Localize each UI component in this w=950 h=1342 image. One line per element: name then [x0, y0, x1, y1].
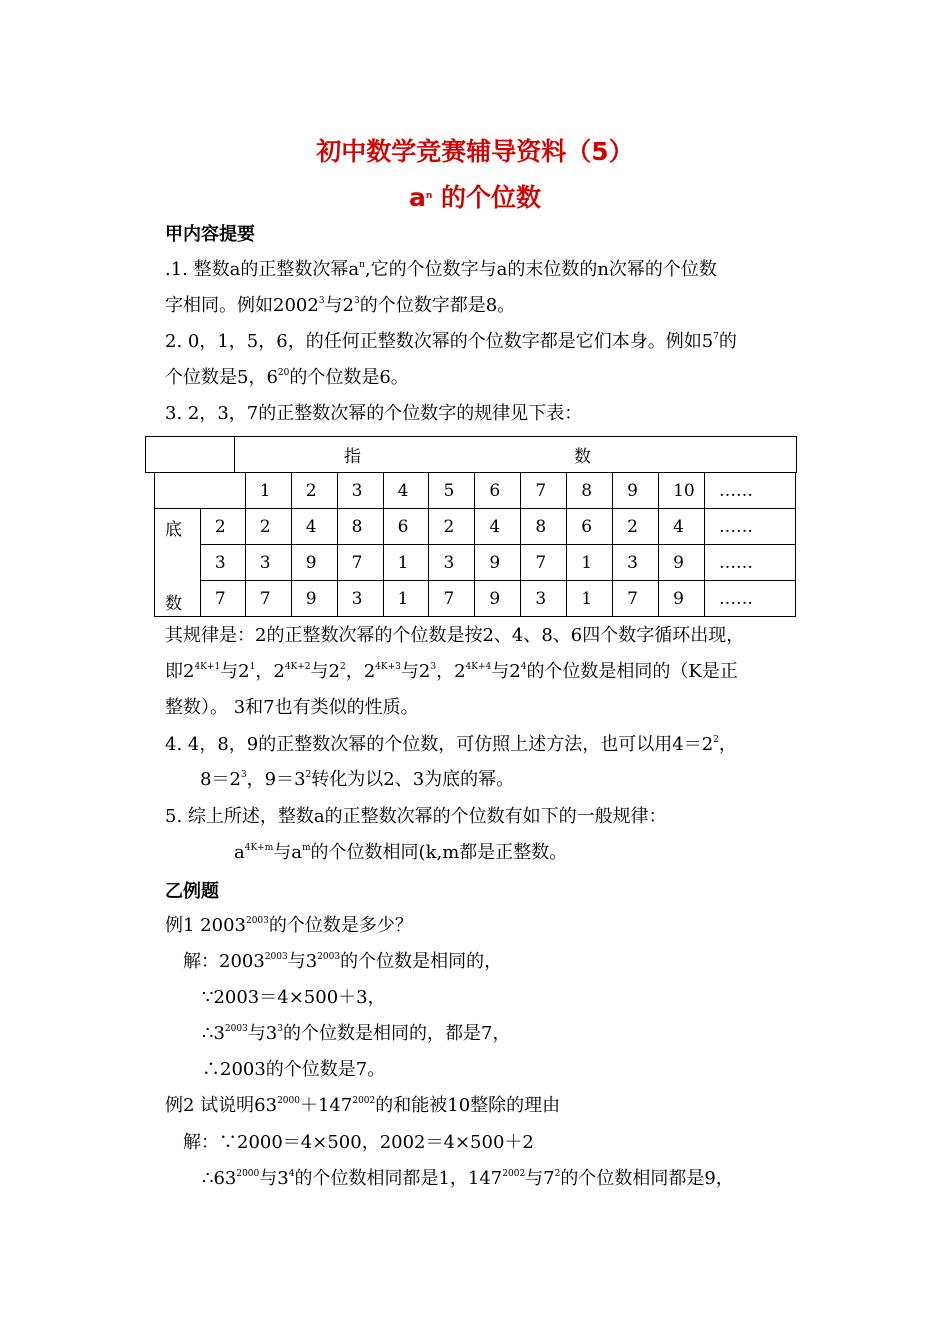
- digit-cell: 9: [659, 545, 705, 581]
- digit-cell: 7: [337, 545, 383, 581]
- digit-cell: 2: [245, 509, 291, 545]
- exponent-cell: 2: [291, 473, 337, 509]
- general-rule-formula: $a^{4K+m}$与$a^m$的个位数相同(k,m都是正整数。: [234, 842, 568, 863]
- digit-cell: 3: [245, 545, 291, 581]
- example-1-solution-3: $\therefore 3^{2003}$与$3^3$的个位数是相同的，都是7，: [202, 1023, 511, 1044]
- base-label-2: 数: [165, 594, 182, 614]
- exponent-cell: 6: [475, 473, 521, 509]
- section-heading-b: 乙例题: [165, 881, 219, 902]
- digit-cell: 4: [291, 509, 337, 545]
- example-1-solution-2: ∵2003＝4×500＋3，: [202, 987, 386, 1008]
- digit-cell: 2: [429, 509, 475, 545]
- table-row: [155, 509, 796, 545]
- example-1-solution-4: ∴2003的个位数是7。: [202, 1059, 386, 1080]
- digit-cell: 3: [521, 581, 567, 617]
- digit-cell: 7: [245, 581, 291, 617]
- example-2-solution-2: $\therefore 63^{2000}$与$3^4$的个位数相同都是1，$147^{2002}$与$7^2$的个位数相同都是9，: [202, 1168, 734, 1189]
- digit-cell: 1: [383, 545, 429, 581]
- paragraph-4-line-1: 4. 4，8，9的正整数次幂的个位数，可仿照上述方法，也可以用$4=2^2$，: [165, 734, 737, 755]
- table-header-exponent-1: 指: [344, 447, 361, 467]
- digit-cell: 7: [429, 581, 475, 617]
- table-header-row: [145, 436, 797, 473]
- exponent-cell: 4: [383, 473, 429, 509]
- page-subtitle: $a^n$ 的个位数: [408, 183, 541, 212]
- exponent-cell: 7: [521, 473, 567, 509]
- paragraph-4-line-2: $8=2^3$，$9=3^2$转化为以2、3为底的幂。: [200, 769, 515, 790]
- digit-cell: 1: [567, 545, 613, 581]
- digit-cell: 8: [337, 509, 383, 545]
- exponent-cell: ……: [705, 473, 796, 509]
- paragraph-5: 5. 综上所述，整数a的正整数次幂的个位数有如下的一般规律：: [165, 806, 667, 827]
- exponent-cell: 8: [567, 473, 613, 509]
- exponent-row: [155, 473, 796, 509]
- rule-line-3: 整数）。 3和7也有类似的性质。: [165, 697, 419, 718]
- rule-line-1: 其规律是：2的正整数次幂的个位数是按2、4、8、6四个数字循环出现，: [165, 625, 745, 646]
- exponent-cell: 10: [659, 473, 705, 509]
- digit-cell: ……: [705, 581, 796, 617]
- paragraph-2-line-1: 2. 0，1，5，6，的任何正整数次幂的个位数字都是它们本身。例如$5^7$的: [165, 331, 737, 352]
- example-1-question: 例1 $2003^{2003}$的个位数是多少？: [165, 915, 413, 936]
- digit-cell: 9: [475, 581, 521, 617]
- base-cell: 3: [200, 545, 245, 581]
- digits-table: [154, 472, 796, 617]
- base-cell: 7: [200, 581, 245, 617]
- section-heading-a: 甲内容提要: [165, 224, 255, 245]
- base-label-1: 底: [165, 520, 182, 540]
- paragraph-3: 3. 2，3，7的正整数次幂的个位数字的规律见下表：: [165, 403, 583, 424]
- digit-cell: 3: [613, 545, 659, 581]
- digit-cell: 9: [475, 545, 521, 581]
- example-1-solution-1: 解：$2003^{2003}$与$3^{2003}$的个位数是相同的，: [183, 951, 503, 972]
- example-2-question: 例2 试说明$63^{2000}+147^{2002}$的和能被10整除的理由: [165, 1095, 561, 1116]
- exponent-cell: 1: [245, 473, 291, 509]
- digit-cell: 7: [613, 581, 659, 617]
- paragraph-2-line-2: 个位数是5，$6^{20}$的个位数是6。: [165, 367, 409, 388]
- digit-cell: 6: [383, 509, 429, 545]
- digit-cell: 9: [659, 581, 705, 617]
- exponent-cell: 3: [337, 473, 383, 509]
- table-header-exponent-2: 数: [574, 447, 591, 467]
- digit-cell: 8: [521, 509, 567, 545]
- digit-cell: 7: [521, 545, 567, 581]
- base-label-cell: [155, 509, 201, 617]
- digit-cell: ……: [705, 545, 796, 581]
- digit-cell: 2: [613, 509, 659, 545]
- rule-line-2: 即$2^{4K+1}$与$2^1$，$2^{4K+2}$与$2^2$，$2^{4K+3}$与$2^3$，$2^{4K+4}$与$2^4$的个位数是相同的（K是正: [165, 661, 738, 682]
- exponent-cell: 9: [613, 473, 659, 509]
- paragraph-1-line-2: 字相同。例如2002$^3$与$2^3$的个位数字都是8。: [165, 295, 516, 316]
- digit-cell: 1: [383, 581, 429, 617]
- example-2-solution-1: 解：∵2000＝4×500，2002＝4×500＋2: [183, 1132, 534, 1153]
- digit-cell: 1: [567, 581, 613, 617]
- digit-cell: 9: [291, 581, 337, 617]
- digit-cell: 3: [337, 581, 383, 617]
- digit-cell: 4: [659, 509, 705, 545]
- digit-cell: 4: [475, 509, 521, 545]
- digit-cell: 3: [429, 545, 475, 581]
- base-cell: 2: [200, 509, 245, 545]
- exponent-cell: 5: [429, 473, 475, 509]
- digit-cell: ……: [705, 509, 796, 545]
- paragraph-1-line-1: .1. 整数a的正整数次幂$a^n$,它的个位数字与a的末位数的n次幂的个位数: [165, 259, 717, 280]
- table-row: [155, 545, 796, 581]
- digit-cell: 6: [567, 509, 613, 545]
- digit-cell: 9: [291, 545, 337, 581]
- table-row: [155, 581, 796, 617]
- page-title: 初中数学竞赛辅导资料（5）: [316, 137, 634, 166]
